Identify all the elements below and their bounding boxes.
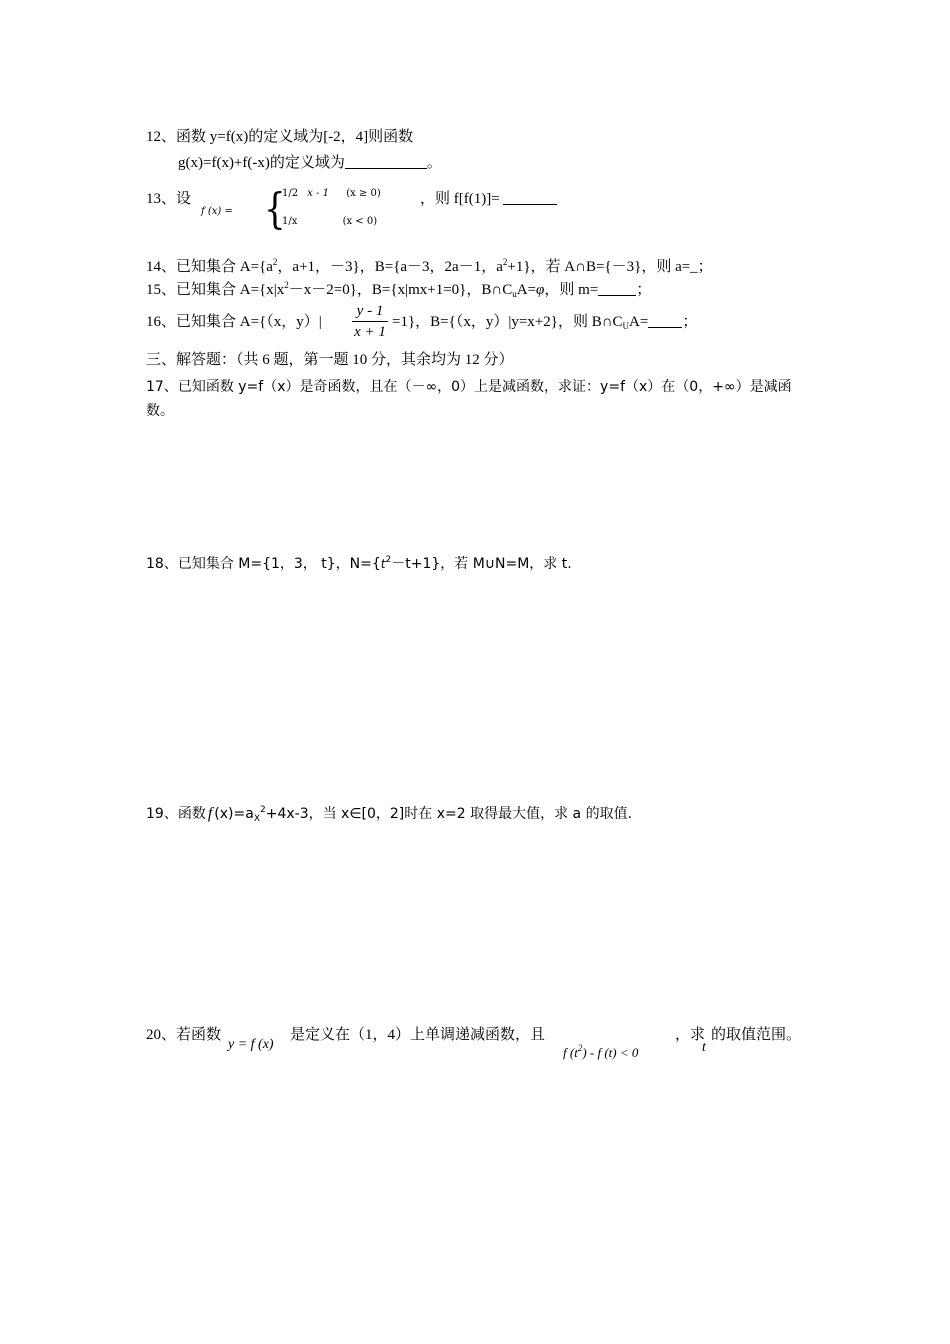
q20-text-a: 20、若函数 xyxy=(146,1027,222,1043)
question-14 xyxy=(146,252,713,277)
q16-frac-den: x + 1 xyxy=(354,324,386,340)
q20-expr2-a: f (t xyxy=(563,1045,578,1060)
q19-x-sub: X xyxy=(253,814,260,824)
question-16-b xyxy=(392,312,697,336)
q16-text-b: =1}，B={（x，y）|y=x+2}，则 B∩C xyxy=(392,314,623,330)
q19-text-c: +4x-3，当 x∈[0，2]时在 x=2 取得最大值，求 a 的取值. xyxy=(265,806,633,822)
q17-text-1: 17、已知函数 y=f（x）是奇函数，且在（－∞，0）上是减函数，求证：y=f（x）在（0，+∞）是减函 xyxy=(146,379,792,395)
q19-text-b: (x)=a xyxy=(214,806,254,822)
q20-expr2-sup: 2 xyxy=(577,1043,583,1053)
q16-text-a: 16、已知集合 A={（x，y）| xyxy=(146,314,322,330)
q12-text: 12、函数 y=f(x)的定义域为[-2，4]则函数 xyxy=(146,129,414,145)
q15-text-e: ； xyxy=(636,282,652,298)
piecewise-brace: { xyxy=(264,184,286,234)
question-12-line-1 xyxy=(146,127,413,147)
q13-piece-2 xyxy=(282,216,377,227)
q18-text-b: －t+1}，若 M∪N=M，求 t. xyxy=(391,556,572,572)
question-20-a xyxy=(146,1025,221,1045)
q14-sup2: 2 xyxy=(502,257,508,267)
section-3-heading xyxy=(146,350,514,370)
q13-piece1-cond: (x ≥ 0) xyxy=(346,188,381,199)
question-20-d xyxy=(711,1025,801,1045)
q20-expr-3 xyxy=(702,1038,706,1058)
q12-suffix: 。 xyxy=(426,155,442,171)
q15-text-b: －x－2=0}，B={x|mx+1=0}，B∩C xyxy=(288,282,513,298)
q15-sub1: u xyxy=(512,289,517,299)
question-20-c xyxy=(675,1025,705,1045)
question-12-line-2 xyxy=(178,153,442,173)
q14-text-a: 14、已知集合 A={a xyxy=(146,259,273,275)
q19-text-a: 19、函数 xyxy=(146,806,206,822)
q15-text-c: A= xyxy=(516,282,537,298)
q13-fx-label xyxy=(201,206,233,217)
q17-text-2: 数。 xyxy=(146,403,174,419)
question-13 xyxy=(146,189,191,209)
q15-text-a: 15、已知集合 A={x|x xyxy=(146,282,285,298)
q20-expr3-text: t xyxy=(702,1040,706,1055)
q20-text-c: ，求 xyxy=(675,1027,706,1043)
q15-sup1: 2 xyxy=(284,280,289,290)
q13-piece2-frac: 1/x xyxy=(282,216,298,227)
q20-expr1-text: y = f (x) xyxy=(228,1037,274,1052)
q18-text-a: 18、已知集合 M={1，3， t}，N={ xyxy=(146,556,381,572)
q13-fx-text: f (x) = xyxy=(201,206,233,217)
q18-t: t xyxy=(380,557,386,571)
q13-piece-1 xyxy=(282,188,381,199)
q20-text-d: 的取值范围。 xyxy=(711,1027,802,1043)
q15-text-d: ，则 m= xyxy=(544,282,599,298)
q16-sub1: U xyxy=(622,321,630,331)
q13-suffix-line xyxy=(420,189,557,209)
q12-text-2: g(x)=f(x)+f(-x)的定义域为 xyxy=(178,155,345,171)
question-18 xyxy=(146,550,572,574)
q13-suffix: ，则 f[f(1)]= xyxy=(420,191,504,207)
answer-blank xyxy=(648,313,682,328)
q14-text-c: +1}，若 A∩B={－3}，则 a=_； xyxy=(507,259,713,275)
q19-f: f xyxy=(207,805,213,822)
q13-piece1-expr: x - 1 xyxy=(307,188,330,199)
question-17-line-1 xyxy=(146,377,792,397)
question-15 xyxy=(146,275,651,304)
question-17-line-2 xyxy=(146,401,174,421)
q16-frac-num: y - 1 xyxy=(356,303,384,319)
fraction-bar xyxy=(352,321,388,322)
section-3-text: 三、解答题：（共 6 题，第一题 10 分，其余均为 12 分） xyxy=(146,352,514,368)
q13-piece1-frac: 1/2 xyxy=(282,188,299,199)
q20-expr-1 xyxy=(228,1035,274,1055)
q16-fraction xyxy=(352,302,388,341)
q16-text-d: ； xyxy=(682,314,698,330)
q15-phi: φ xyxy=(536,282,545,298)
q20-expr2-b: ) - f (t) < 0 xyxy=(582,1045,639,1060)
q20-expr-2 xyxy=(563,1038,638,1063)
q13-piece2-cond: (x < 0) xyxy=(342,216,378,227)
question-19 xyxy=(146,800,632,829)
q20-text-b: 是定义在（1，4）上单调递减函数，且 xyxy=(290,1027,546,1043)
q18-sup: 2 xyxy=(385,555,392,565)
q13-prefix: 13、设 xyxy=(146,191,192,207)
q16-text-c: A= xyxy=(629,314,649,330)
q14-text-b: ，a+1，－3}，B={a－3，2a－1，a xyxy=(277,259,503,275)
answer-blank xyxy=(598,281,636,296)
q14-sup1: 2 xyxy=(272,257,278,267)
question-16-a xyxy=(146,312,322,332)
question-20-b xyxy=(290,1025,545,1045)
answer-blank xyxy=(345,154,427,169)
answer-blank xyxy=(503,190,557,205)
q19-sup: 2 xyxy=(259,805,266,815)
